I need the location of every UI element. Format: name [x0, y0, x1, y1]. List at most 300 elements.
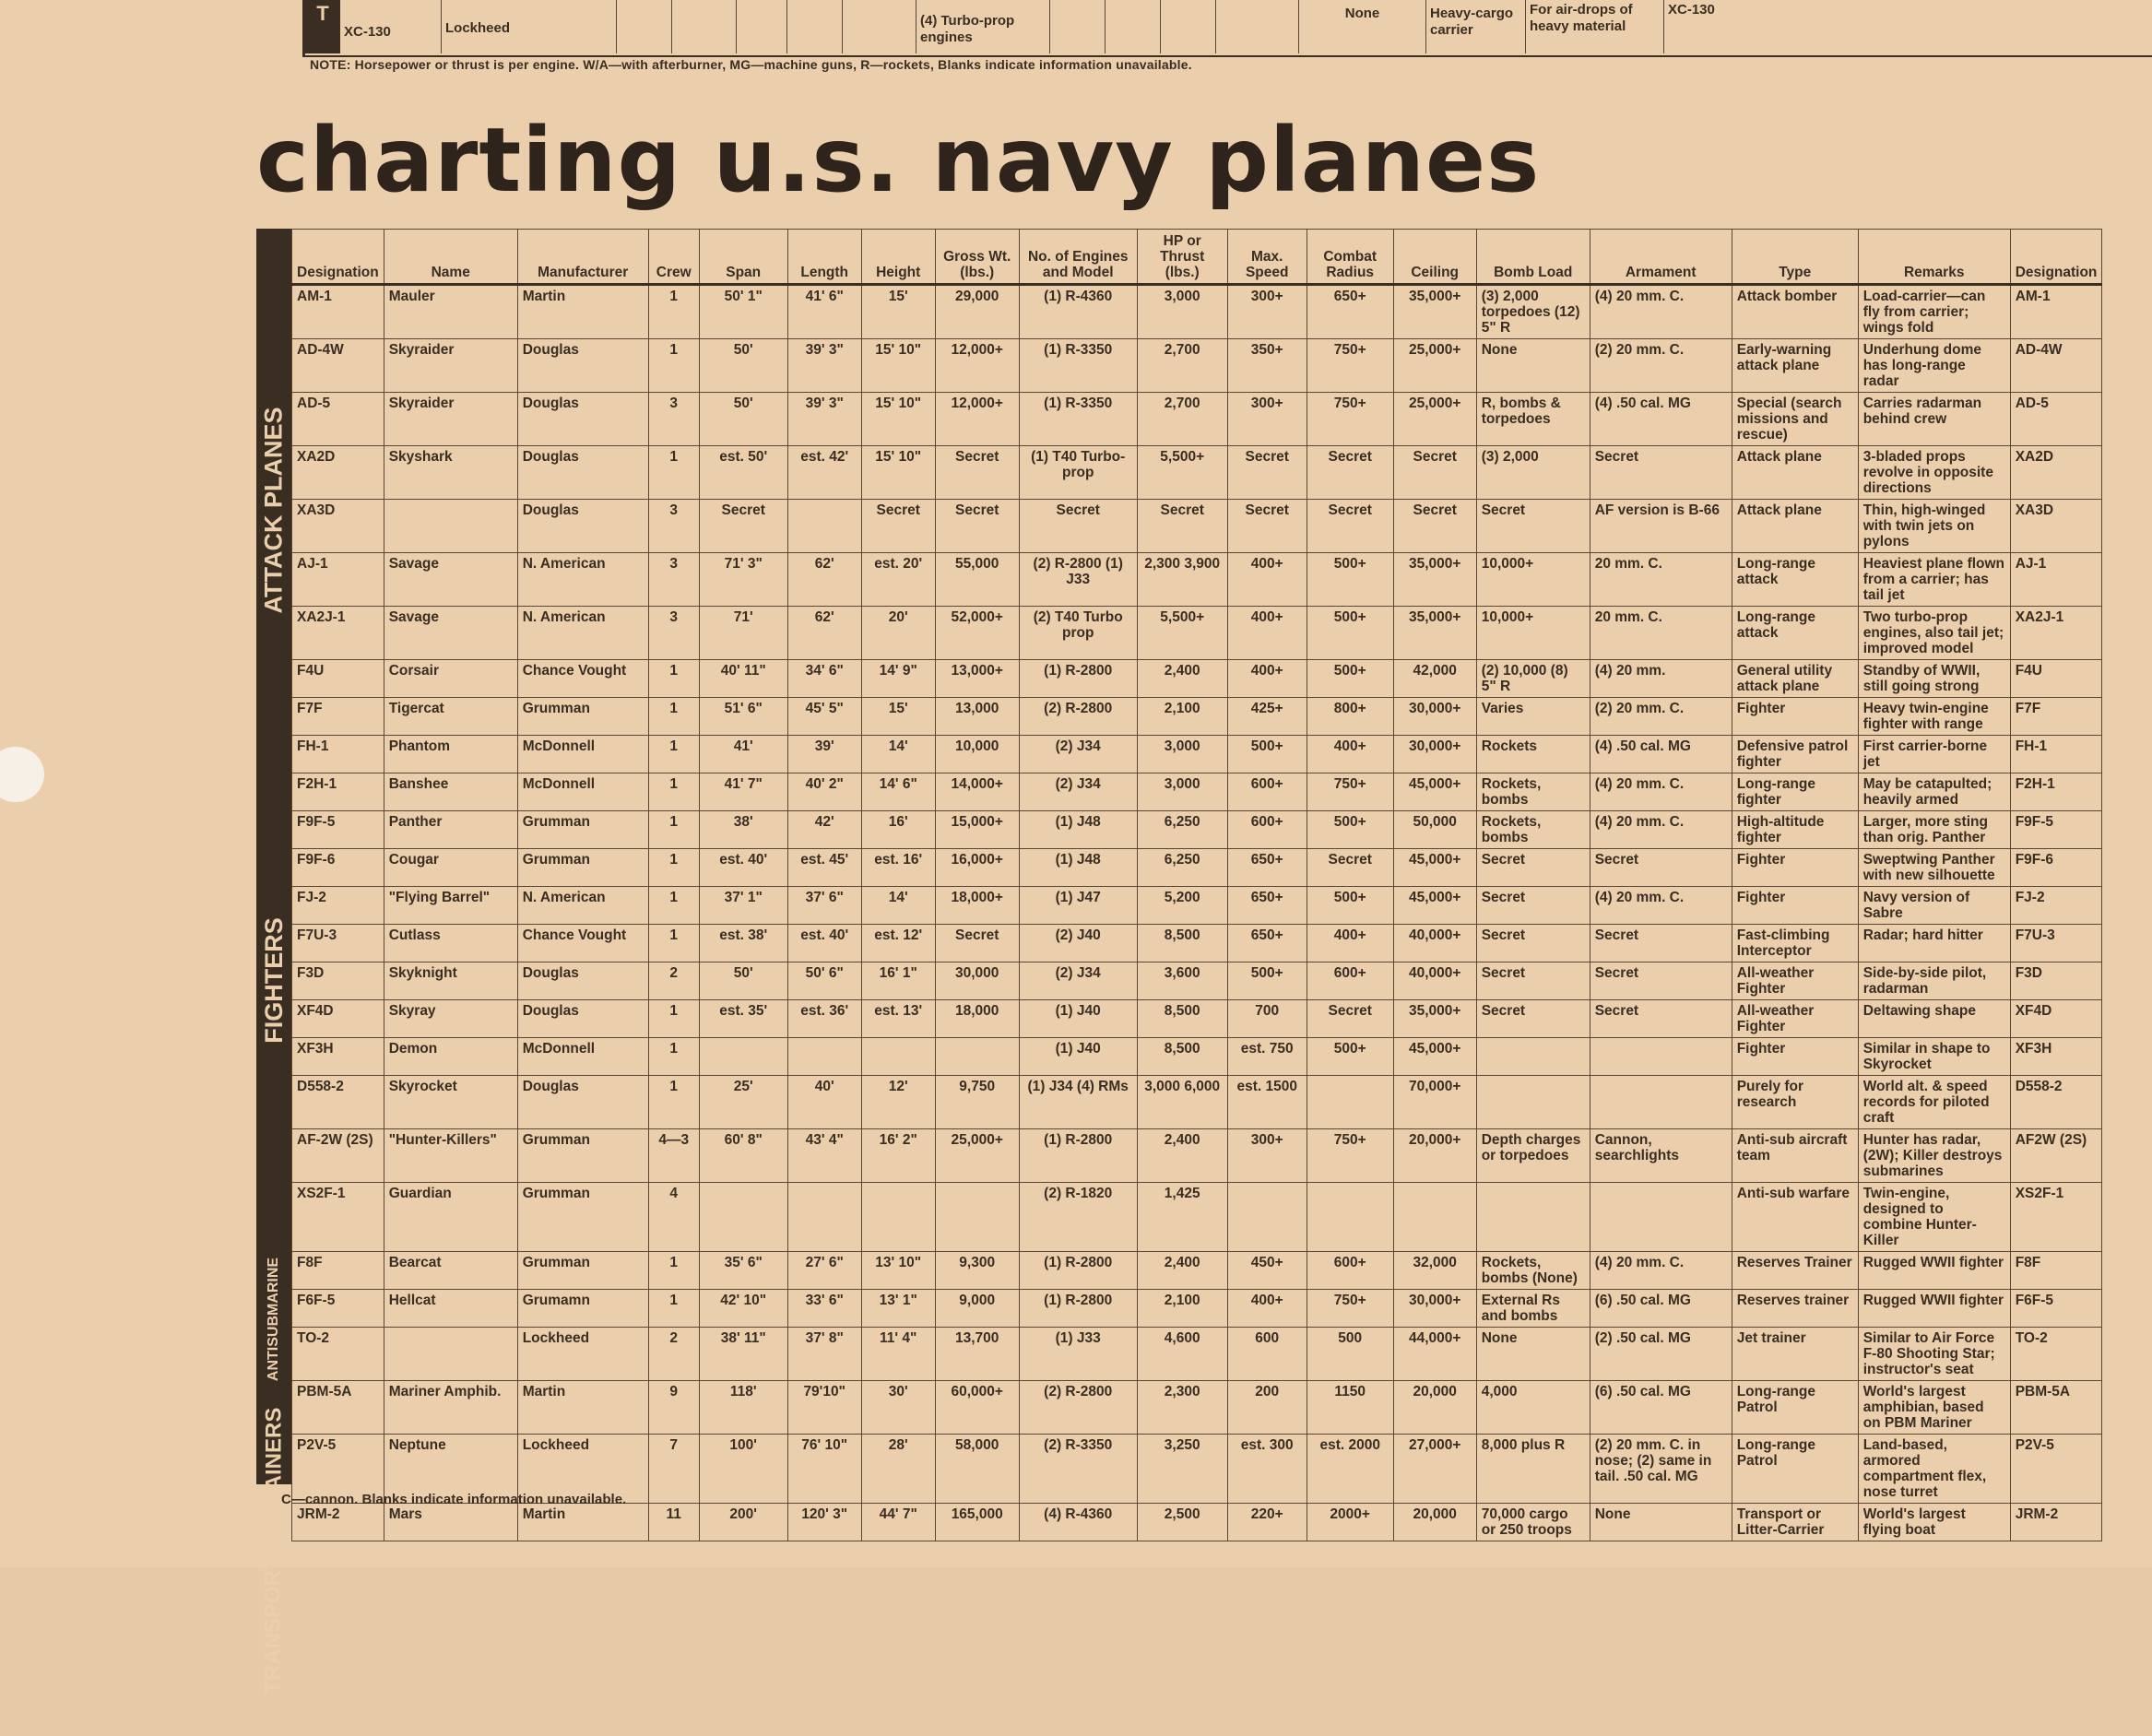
table-cell: Savage — [384, 553, 517, 607]
table-cell: (1) R-2800 — [1019, 660, 1137, 698]
table-cell: 14,000+ — [935, 774, 1019, 811]
table-cell: 5,500+ — [1137, 607, 1227, 660]
table-cell: Reserves trainer — [1732, 1290, 1858, 1328]
table-cell: 70,000+ — [1393, 1076, 1476, 1129]
table-cell: None — [1476, 1328, 1590, 1381]
table-cell: F9F-5 — [2010, 811, 2102, 849]
table-cell: 29,000 — [935, 285, 1019, 339]
table-cell: AF2W (2S) — [2010, 1129, 2102, 1183]
prev-engines: (4) Turbo-prop engines — [916, 0, 1050, 53]
table-cell: Secret — [1393, 500, 1476, 553]
table-cell: 4—3 — [648, 1129, 699, 1183]
table-cell: (4) 20 mm. C. — [1590, 774, 1732, 811]
section-label-transport: TRANSPORT — [261, 1556, 286, 1695]
table-cell: Fighter — [1732, 698, 1858, 736]
table-cell: 70,000 cargo or 250 troops — [1476, 1504, 1590, 1541]
table-cell: Secret — [1307, 1000, 1393, 1038]
table-cell: Jet trainer — [1732, 1328, 1858, 1381]
table-cell: 35' 6" — [699, 1252, 787, 1290]
table-cell: 4,600 — [1137, 1328, 1227, 1381]
table-cell: 35,000+ — [1393, 1000, 1476, 1038]
table-cell: 55,000 — [935, 553, 1019, 607]
table-cell: 30,000+ — [1393, 1290, 1476, 1328]
table-cell: Attack plane — [1732, 500, 1858, 553]
table-cell: est. 35' — [699, 1000, 787, 1038]
table-row — [292, 500, 2102, 553]
table-cell: XF4D — [292, 1000, 384, 1038]
punch-hole — [0, 747, 44, 802]
table-cell: XS2F-1 — [292, 1183, 384, 1252]
table-cell: AJ-1 — [292, 553, 384, 607]
table-cell: Rugged WWII fighter — [1858, 1290, 2010, 1328]
table-cell: 25' — [699, 1076, 787, 1129]
table-row — [292, 1290, 2102, 1328]
footer-note: C—cannon. Blanks indicate information unavailable. — [281, 1492, 627, 1507]
table-cell: 1 — [648, 811, 699, 849]
table-cell: World's largest flying boat — [1858, 1504, 2010, 1541]
table-cell: 20,000 — [1393, 1504, 1476, 1541]
table-cell: Fighter — [1732, 887, 1858, 925]
section-label-antisubmarine: ANTISUBMARINE — [266, 1257, 281, 1382]
table-cell: D558-2 — [2010, 1076, 2102, 1129]
table-cell: Savage — [384, 607, 517, 660]
table-cell: Secret — [1227, 446, 1307, 500]
table-cell: 20 mm. C. — [1590, 553, 1732, 607]
table-cell: Douglas — [517, 962, 648, 1000]
table-cell: Deltawing shape — [1858, 1000, 2010, 1038]
table-cell: 34' 6" — [787, 660, 861, 698]
table-cell: 2 — [648, 962, 699, 1000]
table-cell: JRM-2 — [292, 1504, 384, 1541]
table-cell: (1) J48 — [1019, 849, 1137, 887]
table-cell: Similar in shape to Skyrocket — [1858, 1038, 2010, 1076]
table-cell: 50' — [699, 962, 787, 1000]
section-tab: T — [305, 0, 340, 53]
table-cell: 60,000+ — [935, 1381, 1019, 1435]
table-cell: 200 — [1227, 1381, 1307, 1435]
table-cell: 50,000 — [1393, 811, 1476, 849]
table-cell: 35,000+ — [1393, 285, 1476, 339]
table-cell: Purely for research — [1732, 1076, 1858, 1129]
table-cell: 15' — [861, 698, 935, 736]
table-cell: World alt. & speed records for piloted craft — [1858, 1076, 2010, 1129]
table-cell: P2V-5 — [2010, 1435, 2102, 1504]
table-cell: Grumman — [517, 1252, 648, 1290]
table-cell: Secret — [1307, 500, 1393, 553]
table-cell: Grumman — [517, 698, 648, 736]
table-cell — [1307, 1076, 1393, 1129]
table-cell: 3,000 — [1137, 774, 1227, 811]
table-cell: JRM-2 — [2010, 1504, 2102, 1541]
table-cell: 58,000 — [935, 1435, 1019, 1504]
table-cell: Secret — [861, 500, 935, 553]
table-cell: 45,000+ — [1393, 849, 1476, 887]
table-cell: Secret — [1476, 925, 1590, 962]
table-cell: (4) R-4360 — [1019, 1504, 1137, 1541]
table-cell: est. 2000 — [1307, 1435, 1393, 1504]
planes-table — [291, 229, 2102, 1541]
table-cell: 500+ — [1307, 607, 1393, 660]
table-cell: 30,000+ — [1393, 698, 1476, 736]
table-cell: 20' — [861, 607, 935, 660]
table-cell: 1 — [648, 698, 699, 736]
table-cell: 16,000+ — [935, 849, 1019, 887]
table-cell: 3,000 6,000 — [1137, 1076, 1227, 1129]
table-cell: Grumman — [517, 1183, 648, 1252]
table-cell: Standby of WWII, still going strong — [1858, 660, 2010, 698]
table-cell: (1) R-4360 — [1019, 285, 1137, 339]
section-label-attack: ATTACK PLANES — [259, 407, 288, 613]
table-cell — [699, 1183, 787, 1252]
table-cell: Grumman — [517, 849, 648, 887]
table-cell: Anti-sub warfare — [1732, 1183, 1858, 1252]
table-row — [292, 553, 2102, 607]
table-cell: (2) 10,000 (8) 5" R — [1476, 660, 1590, 698]
table-cell: 71' 3" — [699, 553, 787, 607]
table-cell: 9 — [648, 1381, 699, 1435]
table-cell: 4 — [648, 1183, 699, 1252]
table-cell: Skyraider — [384, 339, 517, 393]
table-cell: 5,500+ — [1137, 446, 1227, 500]
table-cell: Banshee — [384, 774, 517, 811]
table-cell: 13' 1" — [861, 1290, 935, 1328]
table-cell: 3 — [648, 553, 699, 607]
table-cell: 37' 1" — [699, 887, 787, 925]
table-cell: XA3D — [2010, 500, 2102, 553]
table-cell: 9,000 — [935, 1290, 1019, 1328]
table-cell: 10,000 — [935, 736, 1019, 774]
table-cell — [1590, 1038, 1732, 1076]
table-cell: 50' 6" — [787, 962, 861, 1000]
table-cell: est. 45' — [787, 849, 861, 887]
table-cell: (2) J34 — [1019, 736, 1137, 774]
table-cell: Anti-sub aircraft team — [1732, 1129, 1858, 1183]
table-cell: (1) R-2800 — [1019, 1252, 1137, 1290]
table-cell: 25,000+ — [1393, 339, 1476, 393]
table-cell — [1590, 1183, 1732, 1252]
table-cell: Cannon, searchlights — [1590, 1129, 1732, 1183]
table-cell: 30' — [861, 1381, 935, 1435]
table-cell: 500+ — [1307, 887, 1393, 925]
table-row — [292, 1328, 2102, 1381]
header-row — [292, 230, 2102, 285]
col-manufacturer: Manufacturer — [517, 230, 648, 285]
table-cell: PBM-5A — [292, 1381, 384, 1435]
table-cell: Similar to Air Force F-80 Shooting Star; instructor's seat — [1858, 1328, 2010, 1381]
table-cell: F7U-3 — [292, 925, 384, 962]
table-cell: TO-2 — [2010, 1328, 2102, 1381]
table-cell: 41' 6" — [787, 285, 861, 339]
table-cell: 13' 10" — [861, 1252, 935, 1290]
table-cell: 650+ — [1227, 849, 1307, 887]
table-cell: 20,000 — [1393, 1381, 1476, 1435]
table-cell: Skyrocket — [384, 1076, 517, 1129]
table-cell: Heavy twin-engine fighter with range — [1858, 698, 2010, 736]
table-row — [292, 446, 2102, 500]
table-cell: Long-range Patrol — [1732, 1381, 1858, 1435]
table-cell: F9F-6 — [292, 849, 384, 887]
table-cell: 750+ — [1307, 1129, 1393, 1183]
table-cell: Skyknight — [384, 962, 517, 1000]
table-cell: 50' — [699, 339, 787, 393]
table-cell: Rugged WWII fighter — [1858, 1252, 2010, 1290]
table-cell: 3,250 — [1137, 1435, 1227, 1504]
table-cell: 37' 8" — [787, 1328, 861, 1381]
table-cell: 15' 10" — [861, 393, 935, 446]
table-cell: 7 — [648, 1435, 699, 1504]
table-cell: Attack bomber — [1732, 285, 1858, 339]
table-cell: est. 1500 — [1227, 1076, 1307, 1129]
table-cell: AM-1 — [2010, 285, 2102, 339]
table-cell: 13,000 — [935, 698, 1019, 736]
table-row — [292, 811, 2102, 849]
table-cell: 37' 6" — [787, 887, 861, 925]
table-cell: 2,100 — [1137, 698, 1227, 736]
table-cell: 500+ — [1307, 811, 1393, 849]
table-cell: (4) 20 mm. C. — [1590, 285, 1732, 339]
table-cell: AM-1 — [292, 285, 384, 339]
table-cell: 500+ — [1307, 553, 1393, 607]
table-cell: Long-range Patrol — [1732, 1435, 1858, 1504]
table-cell: 600+ — [1307, 962, 1393, 1000]
table-cell — [1307, 1183, 1393, 1252]
table-cell: Thin, high-winged with twin jets on pylons — [1858, 500, 2010, 553]
table-cell: AD-4W — [2010, 339, 2102, 393]
table-cell: Phantom — [384, 736, 517, 774]
table-cell: Douglas — [517, 1076, 648, 1129]
table-cell: est. 42' — [787, 446, 861, 500]
table-cell: est. 12' — [861, 925, 935, 962]
col-armament: Armament — [1590, 230, 1732, 285]
table-cell: 300+ — [1227, 1129, 1307, 1183]
table-cell: est. 50' — [699, 446, 787, 500]
table-cell: Long-range attack — [1732, 553, 1858, 607]
col-hp-thrust: HP or Thrust (lbs.) — [1137, 230, 1227, 285]
table-cell: Bearcat — [384, 1252, 517, 1290]
table-cell: Secret — [1307, 849, 1393, 887]
table-cell: 15' 10" — [861, 446, 935, 500]
table-row — [292, 1183, 2102, 1252]
table-cell: (2) R-3350 — [1019, 1435, 1137, 1504]
table-cell: McDonnell — [517, 774, 648, 811]
table-cell: Long-range fighter — [1732, 774, 1858, 811]
table-cell: 14' — [861, 736, 935, 774]
table-cell: 71' — [699, 607, 787, 660]
table-cell: 700 — [1227, 1000, 1307, 1038]
table-row — [292, 1000, 2102, 1038]
table-cell: est. 750 — [1227, 1038, 1307, 1076]
table-cell: 32,000 — [1393, 1252, 1476, 1290]
table-cell: (2) 20 mm. C. in nose; (2) same in tail. .50 cal. MG — [1590, 1435, 1732, 1504]
table-cell: 1150 — [1307, 1381, 1393, 1435]
table-cell: F2H-1 — [2010, 774, 2102, 811]
table-cell: Douglas — [517, 393, 648, 446]
table-cell: Neptune — [384, 1435, 517, 1504]
table-cell: Douglas — [517, 500, 648, 553]
table-cell: 1 — [648, 285, 699, 339]
table-cell: Attack plane — [1732, 446, 1858, 500]
table-row — [292, 887, 2102, 925]
table-cell: 1 — [648, 849, 699, 887]
table-cell: 13,700 — [935, 1328, 1019, 1381]
table-cell: 220+ — [1227, 1504, 1307, 1541]
table-row — [292, 774, 2102, 811]
table-cell: 38' — [699, 811, 787, 849]
table-cell: Martin — [517, 285, 648, 339]
table-cell: 2,300 — [1137, 1381, 1227, 1435]
section-label-fighters: FIGHTERS — [259, 916, 288, 1044]
table-cell — [1476, 1076, 1590, 1129]
col-combat-radius: Combat Radius — [1307, 230, 1393, 285]
table-cell: 2,400 — [1137, 660, 1227, 698]
table-cell: McDonnell — [517, 736, 648, 774]
table-cell: 14' 6" — [861, 774, 935, 811]
table-cell: Cougar — [384, 849, 517, 887]
table-cell: 750+ — [1307, 393, 1393, 446]
top-note: NOTE: Horsepower or thrust is per engine. W/A—with afterburner, MG—machine guns, R—rockets, Blanks indicate information unavailable. — [310, 57, 1192, 72]
table-cell: 15' 10" — [861, 339, 935, 393]
table-cell — [861, 1038, 935, 1076]
table-cell: Sweptwing Panther with new silhouette — [1858, 849, 2010, 887]
table-cell: Fighter — [1732, 1038, 1858, 1076]
table-row — [292, 698, 2102, 736]
table-cell: 2,700 — [1137, 339, 1227, 393]
col-height: Height — [861, 230, 935, 285]
table-cell: Secret — [699, 500, 787, 553]
table-cell: F8F — [2010, 1252, 2102, 1290]
table-cell: 1 — [648, 774, 699, 811]
table-cell — [787, 500, 861, 553]
table-cell: Special (search missions and rescue) — [1732, 393, 1858, 446]
table-cell: "Flying Barrel" — [384, 887, 517, 925]
table-cell: FH-1 — [292, 736, 384, 774]
col-engines: No. of Engines and Model — [1019, 230, 1137, 285]
table-cell: PBM-5A — [2010, 1381, 2102, 1435]
table-cell: 14' — [861, 887, 935, 925]
table-cell: 1 — [648, 1076, 699, 1129]
table-cell: est. 38' — [699, 925, 787, 962]
table-cell — [384, 500, 517, 553]
table-cell: F4U — [292, 660, 384, 698]
table-cell: (1) J34 (4) RMs — [1019, 1076, 1137, 1129]
table-row — [292, 736, 2102, 774]
table-cell — [787, 1038, 861, 1076]
table-cell: 400+ — [1307, 925, 1393, 962]
table-cell: 44,000+ — [1393, 1328, 1476, 1381]
table-cell: F7U-3 — [2010, 925, 2102, 962]
table-cell: 300+ — [1227, 393, 1307, 446]
table-cell: Rockets, bombs (None) — [1476, 1252, 1590, 1290]
table-cell: McDonnell — [517, 1038, 648, 1076]
previous-chart-fragment — [302, 0, 2152, 57]
table-cell: AJ-1 — [2010, 553, 2102, 607]
table-cell: Secret — [1590, 849, 1732, 887]
table-cell: 2,300 3,900 — [1137, 553, 1227, 607]
table-cell: Hunter has radar, (2W); Killer destroys submarines — [1858, 1129, 2010, 1183]
table-cell: Martin — [517, 1381, 648, 1435]
table-cell: N. American — [517, 553, 648, 607]
col-bomb-load: Bomb Load — [1476, 230, 1590, 285]
table-cell: General utility attack plane — [1732, 660, 1858, 698]
table-cell: 50' 1" — [699, 285, 787, 339]
table-cell — [1227, 1183, 1307, 1252]
table-cell: 16' 2" — [861, 1129, 935, 1183]
table-cell: 38' 11" — [699, 1328, 787, 1381]
table-cell: 200' — [699, 1504, 787, 1541]
table-cell: 40' 2" — [787, 774, 861, 811]
table-cell: F7F — [292, 698, 384, 736]
table-body — [292, 285, 2102, 1541]
table-cell — [1393, 1183, 1476, 1252]
table-cell: Chance Vought — [517, 660, 648, 698]
table-cell — [1590, 1076, 1732, 1129]
table-cell: Load-carrier—can fly from carrier; wings fold — [1858, 285, 2010, 339]
table-cell: External Rs and bombs — [1476, 1290, 1590, 1328]
table-cell: 39' 3" — [787, 339, 861, 393]
table-cell: Long-range attack — [1732, 607, 1858, 660]
table-cell: Reserves Trainer — [1732, 1252, 1858, 1290]
table-cell: 100' — [699, 1435, 787, 1504]
table-cell: (1) R-3350 — [1019, 339, 1137, 393]
table-cell: FH-1 — [2010, 736, 2102, 774]
table-cell: (1) R-2800 — [1019, 1290, 1137, 1328]
table-cell: 15,000+ — [935, 811, 1019, 849]
table-cell: (2) R-2800 — [1019, 698, 1137, 736]
table-cell: Mauler — [384, 285, 517, 339]
table-cell: XA2J-1 — [292, 607, 384, 660]
table-cell: 27,000+ — [1393, 1435, 1476, 1504]
table-cell: 76' 10" — [787, 1435, 861, 1504]
table-cell: 3 — [648, 607, 699, 660]
table-cell: P2V-5 — [292, 1435, 384, 1504]
table-cell: est. 300 — [1227, 1435, 1307, 1504]
table-cell: XS2F-1 — [2010, 1183, 2102, 1252]
table-cell: 650+ — [1307, 285, 1393, 339]
table-cell: 2000+ — [1307, 1504, 1393, 1541]
col-length: Length — [787, 230, 861, 285]
table-cell: 10,000+ — [1476, 607, 1590, 660]
table-row — [292, 607, 2102, 660]
table-cell — [787, 1183, 861, 1252]
table-cell: est. 16' — [861, 849, 935, 887]
table-cell: Lockheed — [517, 1435, 648, 1504]
table-cell: F2H-1 — [292, 774, 384, 811]
table-cell: est. 36' — [787, 1000, 861, 1038]
table-cell: 45,000+ — [1393, 887, 1476, 925]
col-designation-right: Designation — [2010, 230, 2102, 285]
table-cell: Grumman — [517, 1129, 648, 1183]
table-cell — [935, 1038, 1019, 1076]
col-designation: Designation — [292, 230, 384, 285]
table-cell: 750+ — [1307, 1290, 1393, 1328]
table-cell — [1476, 1183, 1590, 1252]
table-cell: 1 — [648, 339, 699, 393]
table-cell: 20 mm. C. — [1590, 607, 1732, 660]
table-cell: Larger, more sting than orig. Panther — [1858, 811, 2010, 849]
table-cell: 62' — [787, 607, 861, 660]
table-cell: XF3H — [292, 1038, 384, 1076]
table-cell: 600 — [1227, 1328, 1307, 1381]
table-cell: F4U — [2010, 660, 2102, 698]
table-cell: (6) .50 cal. MG — [1590, 1381, 1732, 1435]
table-cell: XA2D — [292, 446, 384, 500]
prev-designation-right: XC-130 — [1668, 2, 1715, 18]
table-cell: Secret — [1590, 962, 1732, 1000]
table-cell: R, bombs & torpedoes — [1476, 393, 1590, 446]
col-span: Span — [699, 230, 787, 285]
table-cell: (2) .50 cal. MG — [1590, 1328, 1732, 1381]
page-title: charting u.s. navy planes — [256, 109, 1541, 212]
